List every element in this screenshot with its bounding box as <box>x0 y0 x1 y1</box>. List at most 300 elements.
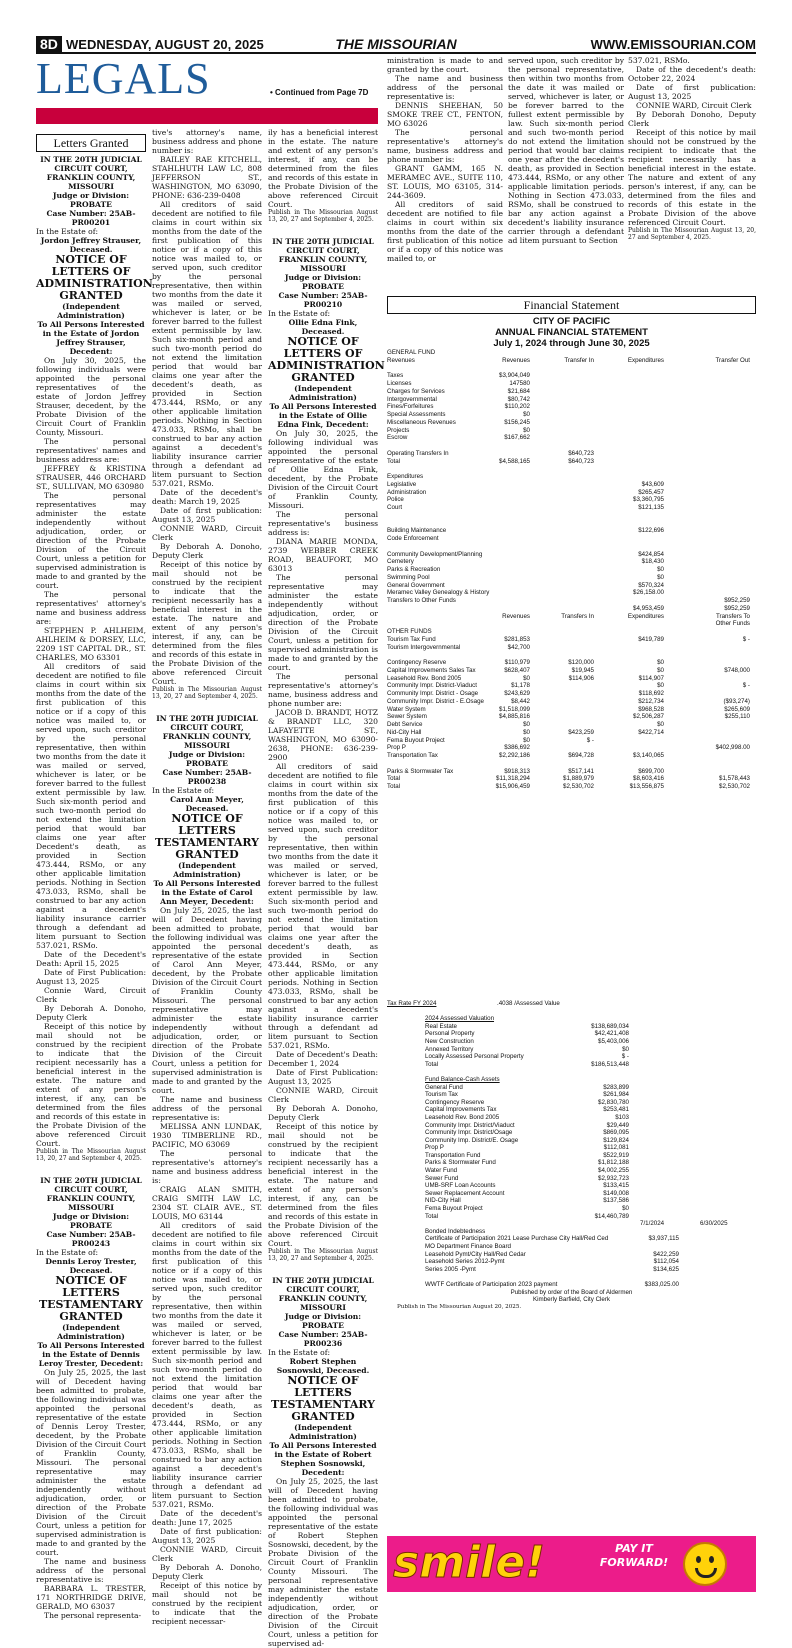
notice-paragraph: The personal representative's business address is: <box>268 510 378 537</box>
fs-cell: $15,906,459 <box>495 783 530 790</box>
notice-paragraph: On July 30, 2025, the following individual was appointed the personal representative of the estate of Ollie Edna Fink, decedent, by the Probate Division of the Circuit Court of Franklin County, Missouri. <box>268 429 378 510</box>
assessed-heading: 2024 Assessed Valuation <box>425 1015 495 1023</box>
row-value: $5,403,006 <box>598 1037 629 1045</box>
debt-date-1: 7/1/2024 <box>640 1220 665 1228</box>
fs-cell: $0 <box>657 566 664 573</box>
notice-paragraph: (Independent Administration) <box>57 302 125 320</box>
fs-title-2: ANNUAL FINANCIAL STATEMENT <box>495 327 648 338</box>
fs-row <box>387 458 756 466</box>
fs-cell: $0 <box>523 721 530 728</box>
website-url[interactable]: WWW.EMISSOURIAN.COM <box>590 37 756 52</box>
tax-rate-value: .4038 /Assessed Value <box>497 1000 560 1007</box>
notice-paragraph: NOTICE OF LETTERS OF ADMINISTRATION GRANTED <box>268 335 385 384</box>
fs-cell: Projects <box>387 426 410 434</box>
fs-cell: $4,885,816 <box>499 713 530 721</box>
fs-cell: $43,609 <box>641 480 664 488</box>
row-value: $186,513,448 <box>591 1060 629 1068</box>
fs-row <box>387 706 756 714</box>
fs-cell: Fema Buyout Project <box>387 736 445 744</box>
row-label: Series 2005 -Pymt <box>425 1265 476 1273</box>
notice-paragraph: 537.021, RSMo. <box>628 56 690 65</box>
notice-paragraph <box>152 700 262 714</box>
notice-paragraph: NOTICE OF LETTERS TESTAMENTARY GRANTED <box>38 1274 144 1323</box>
notice-paragraph: Judge or Division: PROBATE <box>284 1312 362 1330</box>
notice-paragraph: NOTICE OF LETTERS TESTAMENTARY GRANTED <box>154 812 260 861</box>
fs-cell: Code Enforcement <box>387 535 439 542</box>
fs-cell: $2,530,702 <box>719 783 750 790</box>
fs-cell: $0 <box>523 728 530 736</box>
row-label: Sewer Fund <box>425 1174 459 1182</box>
fs-row <box>387 566 756 574</box>
notice-paragraph: The name and business address of the personal representative is: <box>152 1095 262 1122</box>
page-header <box>36 36 756 54</box>
legal-column-6 <box>628 56 756 282</box>
notice-paragraph: Case Number: 25AB-PR00243 <box>46 1230 136 1248</box>
fs-cell: Expenditures <box>627 356 664 364</box>
fs-row <box>387 473 756 481</box>
value-row <box>425 1182 756 1190</box>
fs-cell: $1,578,443 <box>719 775 750 783</box>
value-row <box>425 1197 756 1205</box>
fs-cell: GENERAL FUND <box>387 349 436 356</box>
fs-cell: $0 <box>523 426 530 434</box>
notice-paragraph: To All Persons Interested in the Estate of Robert Stephen Sosnowski, Decedent: <box>269 1441 377 1477</box>
row-value: $261,984 <box>603 1091 629 1099</box>
notice-paragraph: All creditors of said decedent are notified to file claims in court within six months from the date of the first publication of this notice or if a copy of this notice was mailed to, or <box>387 200 503 263</box>
fs-cell: Water System <box>387 705 426 713</box>
fs-row <box>387 651 756 659</box>
notice-paragraph: By Deborah A. Donoho, Deputy Clerk <box>152 542 262 560</box>
notice-paragraph: Publish in The Missourian August 13, 20, 27 and September 4, 2025. <box>152 686 262 700</box>
notice-paragraph: In the Estate of: <box>36 227 99 236</box>
notice-paragraph: The personal representative's attorney's name, business address and phone number is: <box>387 128 503 164</box>
continued-note: • Continued from Page 7D <box>270 88 369 97</box>
notice-paragraph: The personal representa- <box>44 1611 142 1620</box>
fs-cell: $265,609 <box>724 705 750 713</box>
section-title: LEGALS <box>36 54 211 103</box>
fs-row <box>387 372 756 380</box>
fs-row <box>387 396 756 404</box>
fs-row <box>387 729 756 737</box>
notice-paragraph: Robert Stephen Sosnowski, Deceased. <box>276 1357 370 1375</box>
row-value: $2,932,723 <box>598 1174 629 1182</box>
value-row <box>425 1190 756 1198</box>
notice-paragraph: Receipt of this notice by mail should not be construed by the recipient to indicate that the recipient necessarily has a beneficial interest in the estate. The nature and extent of any person's interest, if any, can be determined from the files and records of this estate in the Probate Division of the above referenced Circuit Court. <box>628 128 756 227</box>
fs-cell: Building Maintenance <box>387 527 447 535</box>
notice-paragraph: Case Number: 25AB-PR00238 <box>162 768 252 786</box>
fs-row <box>387 527 756 535</box>
notice-paragraph: (Independent Administration) <box>173 861 241 879</box>
notice-paragraph: Judge or Division: PROBATE <box>52 1212 130 1230</box>
row-value: $3,937,115 <box>648 1235 679 1243</box>
notice-paragraph: Publish in The Missourian August 13, 20, 27 and September 4, 2025. <box>628 227 756 241</box>
row-label: Transportation Fund <box>425 1151 481 1159</box>
fs-row <box>387 675 756 683</box>
row-value: $112,081 <box>603 1144 629 1152</box>
notice-paragraph: In the Estate of: <box>268 1348 331 1357</box>
balances-heading: Fund Balance-Cash Assets <box>425 1075 500 1083</box>
fs-row <box>387 613 756 621</box>
notice-paragraph: By Deborah A. Donoho, Deputy Clerk <box>152 1563 262 1581</box>
notice-paragraph: To All Persons Interested in the Estate of Jordon Jeffrey Strauser, Decedent: <box>37 320 145 356</box>
fs-cell: $386,692 <box>504 744 530 752</box>
fs-cell: $0 <box>657 721 664 728</box>
financial-statement <box>387 316 756 791</box>
notice-paragraph: By Deborah A. Donoho, Deputy Clerk <box>36 1004 146 1022</box>
fs-row <box>387 365 756 373</box>
notice-paragraph: The personal representatives' names and business address are: <box>36 437 146 464</box>
value-row <box>425 1159 756 1167</box>
fs-row <box>387 667 756 675</box>
fs-cell: Charges for Services <box>387 387 445 395</box>
fs-cell: $699,700 <box>638 767 664 775</box>
debt-date-2: 6/30/2025 <box>700 1220 728 1228</box>
fs-row <box>387 636 756 644</box>
tax-rate-row <box>387 1000 756 1008</box>
ad-tagline: PAY IT FORWARD! <box>599 1542 669 1569</box>
fs-cell: Parks & Stormwater Tax <box>387 767 454 775</box>
letters-granted-heading: Letters Granted <box>36 134 146 152</box>
notice-paragraph: Ollie Edna Fink, Deceased. <box>288 318 358 336</box>
notice-paragraph: Receipt of this notice by mail should not be construed by the recipient to indicate that the recipient necessarily has a beneficial interest in the estate. The nature and extent of any person's interest, if any, can be determined from the files and records of this estate in the Probate Division of the above referenced Circuit Court. <box>268 1122 378 1248</box>
legal-column-4 <box>387 56 503 282</box>
notice-paragraph: ily has a beneficial interest in the estate. The nature and extent of any person's interest, if any, can be determined from the files and records of this estate in the Probate Division of the above referenced Circuit Court. <box>268 128 378 209</box>
row-value: $138,689,034 <box>591 1022 629 1030</box>
notice-paragraph: The personal representative may administer the estate independently without adjudication, order, or direction of the Probate Division of the Circuit Court, unless a petition for supervised administration is made to and granted by the court. <box>268 573 378 672</box>
value-row <box>425 1281 756 1289</box>
fs-cell: $3,140,065 <box>633 752 664 759</box>
notice-paragraph: Date of First Publication: August 13, 2025 <box>268 1068 378 1086</box>
row-label: Annexed Territory <box>425 1045 474 1053</box>
notice-paragraph: The name and business address of the personal representative is: <box>387 74 503 101</box>
notice-paragraph: Carol Ann Meyer, Deceased. <box>170 795 244 813</box>
value-row <box>425 1243 756 1251</box>
row-label: Leasehold Rev. Bond 2005 <box>425 1113 500 1121</box>
notice-paragraph: DIANA MARIE MONDA, 2739 WEBBER CREEK ROAD, BEAUFORT, MO 63013 <box>268 537 378 573</box>
fs-cell: $255,110 <box>724 713 750 721</box>
notice-paragraph: IN THE 20TH JUDICIAL CIRCUIT COURT, FRANKLIN COUNTY, MISSOURI <box>40 155 142 191</box>
fs-cell: Transfer Out <box>715 356 750 364</box>
fs-cell: Court <box>387 504 403 511</box>
fs-row <box>387 543 756 551</box>
fs-cell: $748,000 <box>724 666 750 674</box>
fs-cell: Leasehold Rev. Bond 2005 <box>387 674 462 682</box>
value-row <box>425 1122 756 1130</box>
fs-cell: $281,853 <box>504 635 530 643</box>
fs-cell: Community Impr. District - Osage <box>387 690 479 697</box>
fs-row <box>387 574 756 582</box>
notice-paragraph: On July 25, 2025, the last will of Decedent having been admitted to probate, the following individual was appointed the personal representative of the estate of Carol Ann Meyer, decedent, by the Probate Division of the Circuit Court of Franklin County Missouri. The personal representative may administer the estate independently without adjudication, order, or direction of the Probate Division of the Circuit Court, unless a petition for supervised administration is made to and granted by the court. <box>152 906 262 1095</box>
value-row <box>425 1258 756 1266</box>
row-value: $129,824 <box>603 1136 629 1144</box>
row-label: Leasehold Series 2012-Pymt <box>425 1258 505 1266</box>
notice-paragraph: CONNIE WARD, Circuit Clerk <box>268 1086 378 1104</box>
row-label: Leasehold Pymt/City Hall/Red Cedar <box>425 1250 526 1258</box>
notice-paragraph: The name and business address of the personal representative is: <box>36 1557 146 1584</box>
fs-row <box>387 450 756 458</box>
fs-cell: $121,135 <box>638 504 664 511</box>
value-row <box>425 1106 756 1114</box>
notice-paragraph: Case Number: 25AB-PR00236 <box>278 1330 368 1348</box>
fs-row <box>387 442 756 450</box>
fs-cell: $640,723 <box>568 449 594 457</box>
fs-cell: $1,178 <box>511 682 530 690</box>
notice-paragraph: Case Number: 25AB-PR00201 <box>46 209 136 227</box>
row-label: Community Imp. District/E. Osage <box>425 1136 519 1144</box>
fs-cell: $968,528 <box>638 705 664 713</box>
fs-cell: Other Funds <box>715 620 750 628</box>
notice-paragraph: Judge or Division: PROBATE <box>52 191 130 209</box>
fs-cell: $118,692 <box>638 690 664 697</box>
fs-cell: $18,430 <box>641 558 664 566</box>
row-value: $ - <box>621 1053 629 1061</box>
row-label: Capital Improvements Tax <box>425 1106 497 1114</box>
notice-paragraph: BARBARA L. TRESTER, 171 NORTHRIDGE DRIVE, GERALD, MO 63037 <box>36 1584 146 1611</box>
fs-cell: $2,530,702 <box>563 783 594 790</box>
notice-paragraph: On July 25, 2025, the last will of Decedent having been admitted to probate, the following individual was appointed the personal representative of the estate of Robert Stephen Sosnowski, decedent, by the Probate Division of the Circuit Court of Franklin County Missouri. The personal representative may administer the estate independently without adjudication, order, or direction of the Probate Division of the Circuit Court, unless a petition for supervised ad- <box>268 1477 378 1648</box>
fs-row <box>387 504 756 512</box>
fs-cell: $ - <box>742 682 750 690</box>
notice-paragraph: served upon, such creditor by the personal representative, then within two months from the date it was mailed or served, whichever is later, or be forever barred to the fullest extent permissible by law. Such six-month period and such two-month period do not extend the limitation period that would bar claims one year after the decedent's death, as provided in Section 473.444, RSMo, or any other applicable limitation periods. Nothing in Section 473.033, RSMo, shall be construed to bar any action against a decedent's liability insurance carrier through a defendant ad litem pursuant to Section <box>508 56 624 245</box>
notice-paragraph: All creditors of said decedent are notified to file claims in court within six months from the date of the first publication of this notice or if a copy of this notice was mailed to, or served upon, such creditor by the personal representative, then within two months from the date it was mailed or served, whichever is later, or be forever barred to the fullest extent permissible by law. Such six-month period and such two-month period do not extend the limitation period that would bar claims one year after the decedent's death, as provided in Section 473.444, RSMo, or any other applicable limitation periods. Nothing in Section 473.033, RSMo, shall be construed to bar any action against a decedent's liability insurance carrier through a defendant ad litem pursuant to Section 537.021, RSMo. <box>152 200 262 488</box>
row-label: Community Impr. District/Osage <box>425 1129 513 1137</box>
row-label: WWTF Certificate of Participation 2023 payment <box>425 1280 558 1288</box>
fs-cell: Police <box>387 496 404 504</box>
row-label: Fema Buyout Project <box>425 1205 483 1213</box>
fs-cell: $570,324 <box>638 581 664 589</box>
notice-paragraph: Date of First Publication: August 13, 2025 <box>36 968 146 986</box>
notice-paragraph: Receipt of this notice by mail should not be construed by the recipient to indicate that the recipient necessarily has a beneficial interest in the estate. The nature and extent of any person's interest, if any, can be determined from the files and records of this estate in the Probate Division of the above referenced Circuit Court. <box>152 560 262 686</box>
notice-paragraph: The personal representatives may administer the estate independently without adjudication, order, or direction of the Probate Division of the Circuit Court, unless a petition for supervised administration is made to and granted by the court. <box>36 491 146 590</box>
fs-cell: Total <box>387 783 401 790</box>
notice-paragraph: tive's attorney's name, business address and phone number is: <box>152 128 262 155</box>
value-row <box>425 1129 756 1137</box>
fs-cell: $120,000 <box>568 659 594 666</box>
fs-cell: $114,907 <box>638 674 664 682</box>
row-label: Prop P <box>425 1144 444 1152</box>
section-bar <box>36 108 378 124</box>
row-label: Parks & Stormwater Fund <box>425 1159 496 1167</box>
row-value: $29,449 <box>606 1121 629 1129</box>
fs-row <box>387 644 756 652</box>
fs-cell: $0 <box>523 411 530 418</box>
notice-paragraph: GRANT GAMM, 165 N. MERAMEC AVE., SUITE 110, ST. LOUIS, MO 63105, 314-244-3609. <box>387 164 503 200</box>
row-label: New Construction <box>425 1037 474 1045</box>
fs-cell: $1,889,979 <box>563 775 594 783</box>
fs-cell: $3,904,049 <box>499 372 530 380</box>
notice-paragraph: In the Estate of: <box>152 786 215 795</box>
fs-publish-note: Publish in The Missourian August 20, 2025. <box>397 1303 522 1310</box>
pay-it-forward-ad[interactable] <box>387 1536 756 1592</box>
row-label: Total <box>425 1060 439 1068</box>
fs-cell: Special Assessments <box>387 411 446 418</box>
fs-cell: Intergovernmental <box>387 395 437 403</box>
issue-date: WEDNESDAY, AUGUST 20, 2025 <box>66 37 264 52</box>
fs-cell: $422,714 <box>638 728 664 736</box>
fs-cell: $3,360,795 <box>633 496 664 504</box>
fs-row <box>387 357 756 365</box>
fs-cell: Transfers To <box>715 612 750 620</box>
fs-cell: $628,407 <box>504 666 530 674</box>
legal-column-1 <box>36 155 153 1620</box>
fs-cell: Miscellaneous Revenues <box>387 418 456 426</box>
value-row <box>425 1273 756 1281</box>
notice-paragraph: All creditors of said decedent are notified to file claims in court within six months from the date of the first publication of this notice or if a copy of this notice was mailed to, or served upon, such creditor by the personal representative, then within two months from the date it was mailed or served, whichever is later, or be forever barred to the fullest extent permissible by law. Such six-month period and such two-month period do not extend the limitation period that would bar claims one year after the decedent's death, as provided in Section 473.444, RSMo, or any other applicable limitation periods. Nothing in Section 473.033, RSMo, shall be construed to bar any action against a decedent's liability insurance carrier through a defendant ad litem pursuant to Section 537.021, RSMo. <box>268 762 378 1050</box>
notice-paragraph: JACOB D. BRANDT, HOTZ & BRANDT LLC, 320 LAFAYETTE ST., WASHINGTON, MO 63090-2638, PHONE: 636-239-2900 <box>268 708 378 762</box>
fs-row <box>387 489 756 497</box>
notice-paragraph: Judge or Division: PROBATE <box>284 273 362 291</box>
row-label: Tourism Tax <box>425 1091 458 1099</box>
fs-row <box>387 713 756 721</box>
fs-cell: Sewer System <box>387 713 427 721</box>
fs-cell: Operating Transfers In <box>387 449 449 457</box>
fs-cell: $122,696 <box>638 527 664 535</box>
fs-cell: Cemetery <box>387 558 414 566</box>
fs-row <box>387 380 756 388</box>
notice-paragraph: Date of Decedent's Death: December 1, 2024 <box>268 1050 378 1068</box>
notice-paragraph: ministration is made to and granted by the court. <box>387 56 503 74</box>
notice-paragraph: IN THE 20TH JUDICIAL CIRCUIT COURT, FRANKLIN COUNTY, MISSOURI <box>272 237 374 273</box>
fs-row <box>387 620 756 628</box>
notice-paragraph: Date of the decedent's death: October 22, 2024 <box>628 65 756 83</box>
fs-cell: $1,518,099 <box>499 705 530 713</box>
value-row <box>425 1030 756 1038</box>
row-value: $522,919 <box>603 1151 629 1159</box>
row-value: $14,460,789 <box>594 1212 629 1220</box>
fs-cell: Revenues <box>387 356 415 364</box>
value-row <box>425 1137 756 1145</box>
tax-and-balances <box>387 1000 756 1311</box>
row-value: $253,481 <box>603 1106 629 1114</box>
notice-paragraph: All creditors of said decedent are notified to file claims in court within six months from the date of the first publication of this notice or if a copy of this notice was mailed to, or served upon, such creditor by the personal representative, then within two months from the date it was mailed or served, whichever is later, or be forever barred to the fullest extent permissible by law. Such six-month period and such two-month period do not extend the limitation period that would bar claims one year after Decedent's death, as provided in Section 473.444, RSMo, or any other applicable limitation periods. Nothing in Section 473.033, RSMo, shall be construed to bar any action against a decedent's liability insurance carrier through a defendant ad litem pursuant to Section 537.021, RSMo. <box>36 662 146 950</box>
fs-cell: $424,854 <box>638 550 664 558</box>
value-row <box>425 1266 756 1274</box>
notice-paragraph: IN THE 20TH JUDICIAL CIRCUIT COURT, FRANKLIN COUNTY, MISSOURI <box>156 714 258 750</box>
row-label: Contingency Reserve <box>425 1098 485 1106</box>
fs-row <box>387 388 756 396</box>
row-label: NID-City Hall <box>425 1197 461 1205</box>
fs-cell: Tourism Intergovernmental <box>387 643 461 651</box>
fs-cell: $423,259 <box>568 728 594 736</box>
fs-cell: $243,629 <box>504 690 530 697</box>
notice-paragraph: JEFFREY & KRISTINA STRAUSER, 446 ORCHARD ST., SULLIVAN, MO 630980 <box>36 464 146 491</box>
row-label: MO Department Finance Board <box>425 1243 511 1250</box>
fs-cell: $11,318,294 <box>496 775 530 783</box>
fs-cell: $918,313 <box>504 767 530 775</box>
row-value: $422,259 <box>653 1250 679 1258</box>
fs-cell: $ - <box>742 635 750 643</box>
row-value: $383,025.00 <box>644 1280 679 1288</box>
fs-cell: Total <box>387 775 401 783</box>
fs-cell: Tourism Tax Fund <box>387 635 436 643</box>
fs-cell: $952,259 <box>724 597 750 604</box>
value-row <box>425 1023 756 1031</box>
fs-cell: $110,202 <box>504 403 530 411</box>
notice-paragraph: In the Estate of: <box>268 309 331 318</box>
notice-paragraph: CONNIE WARD, Circuit Clerk <box>152 524 262 542</box>
row-label: Certificate of Participation 2021 Lease Purchase City Hall/Red Ced <box>425 1235 609 1243</box>
notice-paragraph: Jordon Jeffrey Strauser, Deceased. <box>40 236 142 254</box>
fs-cell: $80,742 <box>507 395 530 403</box>
fs-cell: $8,442 <box>511 697 530 705</box>
notice-paragraph: (Independent Administration) <box>57 1323 125 1341</box>
fs-row <box>387 760 756 768</box>
value-row <box>425 1099 756 1107</box>
notice-paragraph: Date of the decedent's death: March 19, 2025 <box>152 488 262 506</box>
legal-column-3 <box>268 128 385 1648</box>
value-row <box>425 1091 756 1099</box>
fs-row <box>387 628 756 636</box>
fs-cell: Expenditures <box>627 612 664 620</box>
fs-cell: $265,457 <box>638 488 664 496</box>
notice-paragraph: By Deborah A. Donoho, Deputy Clerk <box>268 1104 378 1122</box>
publication-name: THE MISSOURIAN <box>335 36 457 52</box>
value-row <box>425 1084 756 1092</box>
notice-paragraph: Date of the Decedent's Death: April 15, 2025 <box>36 950 146 968</box>
value-row <box>425 1167 756 1175</box>
fs-cell: $114,906 <box>568 674 594 682</box>
fs-cell: Debt Service <box>387 721 423 728</box>
fs-row <box>387 411 756 419</box>
fs-cell: $156,245 <box>504 418 530 426</box>
fs-row <box>387 582 756 590</box>
notice-paragraph: Connie Ward, Circuit Clerk <box>36 986 146 1004</box>
notice-paragraph: CRAIG ALAN SMITH, CRAIG SMITH LAW LC, 2304 ST. CLAIR AVE., ST. LOUIS, MO 63144 <box>152 1185 262 1221</box>
fs-row <box>387 737 756 745</box>
fs-cell: Transfers to Other Funds <box>387 597 456 604</box>
fs-cell: Community Impr. District - E.Osage <box>387 697 484 705</box>
fs-cell: Revenues <box>502 612 530 620</box>
row-value: $283,899 <box>603 1083 629 1091</box>
fs-row <box>387 535 756 543</box>
notice-paragraph: MELISSA ANN LUNDAK, 1930 TIMBERLINE RD., PACIFIC, MO 63069 <box>152 1122 262 1149</box>
notice-paragraph: Publish in The Missourian August 13, 20, 27 and September 4, 2025. <box>36 1148 146 1162</box>
row-value: $0 <box>622 1045 629 1053</box>
fs-row <box>387 481 756 489</box>
row-value: $869,095 <box>603 1129 629 1137</box>
fs-cell: Swimming Pool <box>387 573 430 581</box>
fs-row <box>387 512 756 520</box>
row-label: Water Fund <box>425 1167 458 1175</box>
row-label: Personal Property <box>425 1030 475 1038</box>
fs-cell: Parks & Recreation <box>387 566 441 573</box>
notice-paragraph: DENNIS SHEEHAN, 50 SMOKE TREE CT., FENTON, MO 63026 <box>387 101 503 128</box>
legal-column-5 <box>508 56 624 282</box>
fs-row <box>387 520 756 528</box>
notice-paragraph: STEPHEN P. AHLHEIM, AHLHEIM & DORSEY, LLC, 2209 1ST CAPITAL DR., ST. CHARLES, MO 63301 <box>36 626 146 662</box>
fs-cell: Transportation Tax <box>387 752 438 759</box>
fs-cell: Prop P <box>387 744 406 752</box>
value-row <box>425 1205 756 1213</box>
page-number: 8D <box>36 36 62 53</box>
fs-row <box>387 775 756 783</box>
notice-paragraph <box>268 223 378 237</box>
fs-cell: $ - <box>586 736 594 744</box>
fs-row <box>387 783 756 791</box>
fs-cell: ($93,274) <box>723 697 750 705</box>
row-label: Locally Assessed Personal Property <box>425 1053 524 1061</box>
value-row <box>425 1152 756 1160</box>
value-row <box>425 1046 756 1054</box>
fs-row <box>387 558 756 566</box>
fs-row <box>387 427 756 435</box>
fs-cell: $4,953,459 <box>633 604 664 612</box>
notice-paragraph: Case Number: 25AB-PR00210 <box>278 291 368 309</box>
fs-cell: Contingency Reserve <box>387 659 447 666</box>
fs-cell: Escrow <box>387 434 408 442</box>
fs-cell: $640,723 <box>568 457 594 465</box>
fs-cell: Transfers In <box>561 612 594 620</box>
